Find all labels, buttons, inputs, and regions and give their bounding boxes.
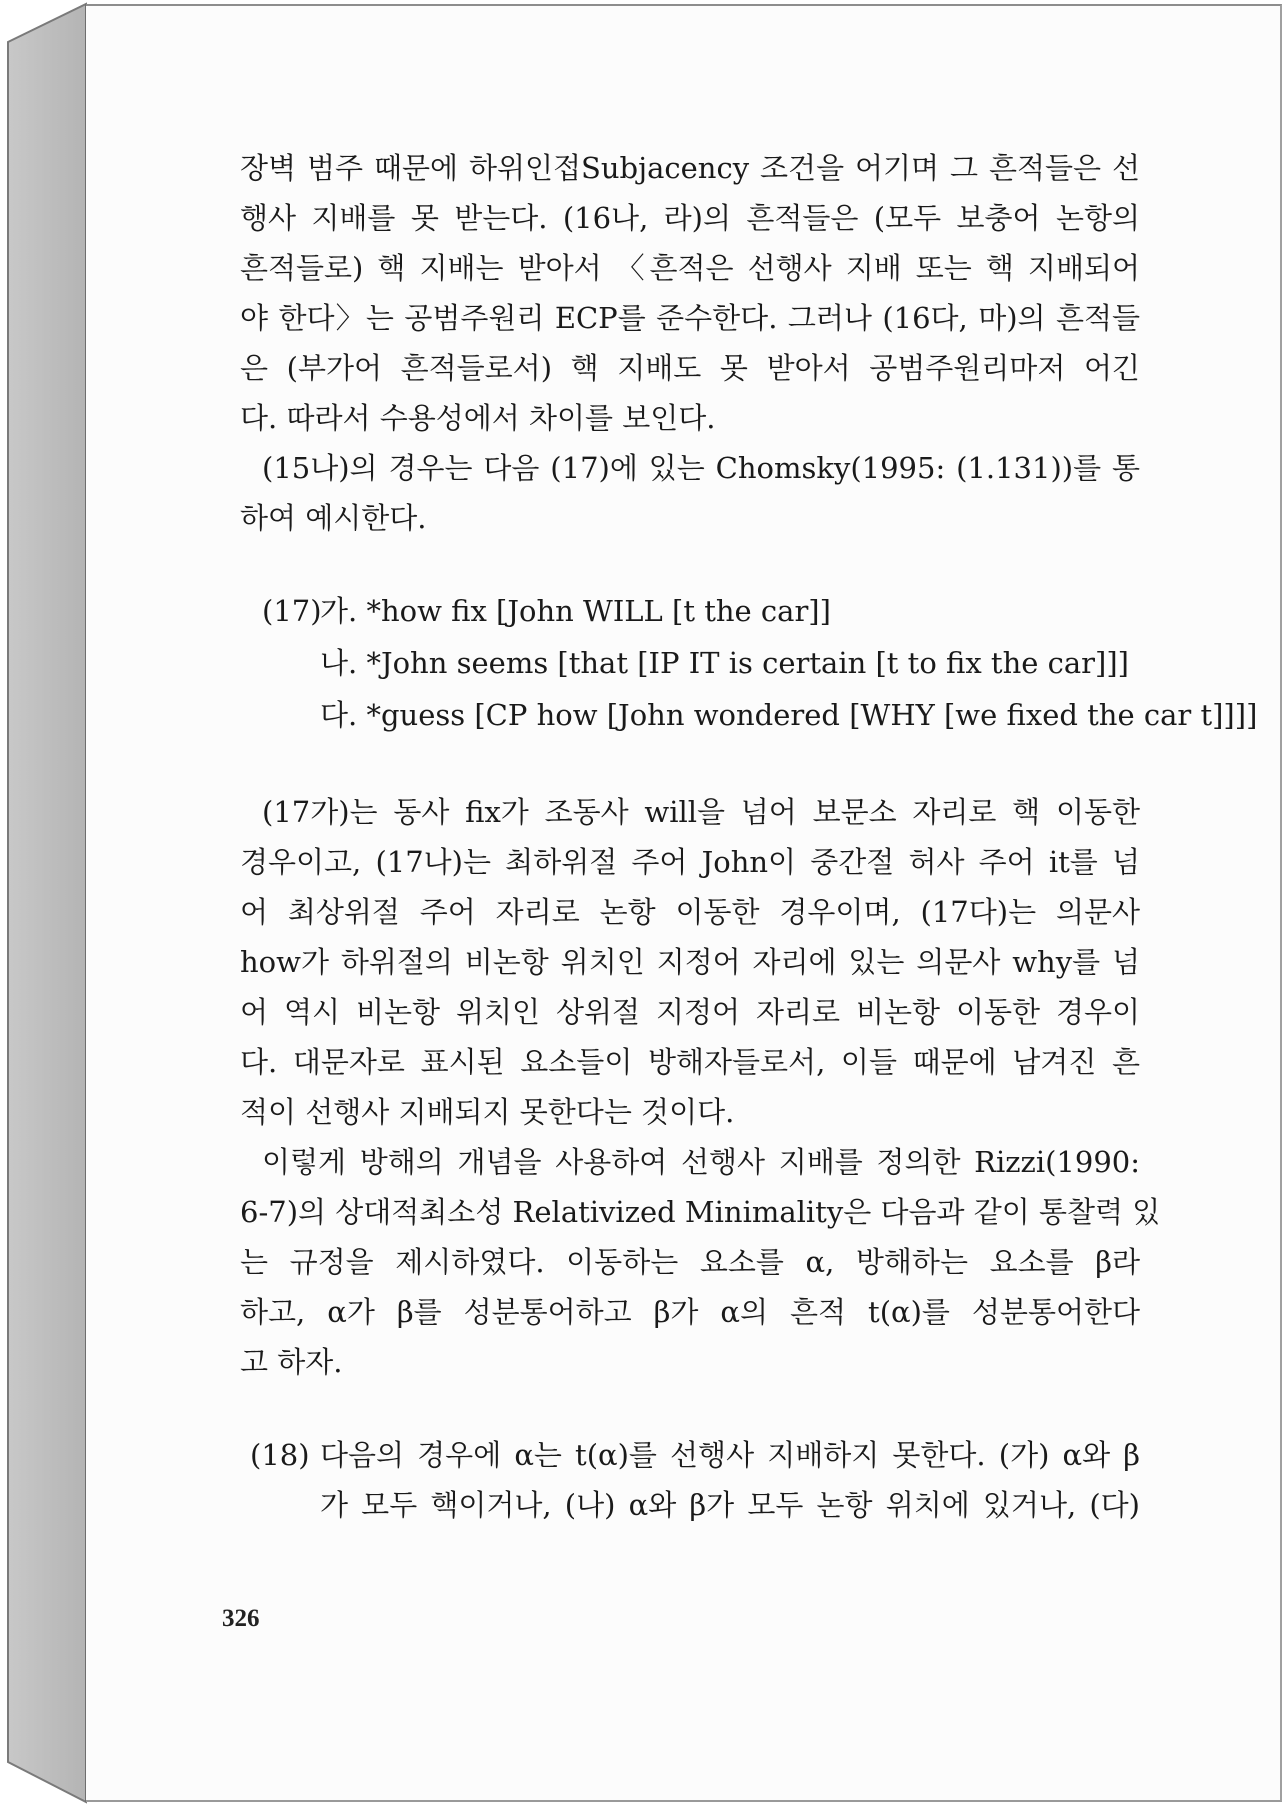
text-line: (15나)의 경우는 다음 (17)에 있는 Chomsky(1995: (1.131))를 통 [262, 451, 1140, 485]
text-line: 은 (부가어 흔적들로서) 핵 지배도 못 받아서 공범주원리마저 어긴 [240, 351, 1140, 385]
example-17-item: 다. *guess [CP how [John wondered [WHY [we fixed the car t]]]] [320, 698, 1258, 732]
example-18-line: 가 모두 핵이거나, (나) α와 β가 모두 논항 위치에 있거나, (다) [320, 1488, 1140, 1522]
text-line: (17가)는 동사 fix가 조동사 will을 넘어 보문소 자리로 핵 이동한 [262, 795, 1140, 829]
text-line: 흔적들로) 핵 지배는 받아서 〈흔적은 선행사 지배 또는 핵 지배되어 [240, 251, 1140, 285]
text-line: 다. 대문자로 표시된 요소들이 방해자들로서, 이들 때문에 남겨진 흔 [240, 1045, 1140, 1079]
text-line: 적이 선행사 지배되지 못한다는 것이다. [240, 1095, 735, 1129]
text-line: 장벽 범주 때문에 하위인접Subjacency 조건을 어기며 그 흔적들은 선 [240, 151, 1140, 185]
text-line: 는 규정을 제시하였다. 이동하는 요소를 α, 방해하는 요소를 β라 [240, 1245, 1140, 1279]
text-line: 고 하자. [240, 1345, 343, 1379]
text-line: how가 하위절의 비논항 위치인 지정어 자리에 있는 의문사 why를 넘 [240, 945, 1140, 979]
page-number: 326 [222, 1605, 260, 1632]
example-17-label: (17) [262, 594, 322, 628]
text-line: 어 최상위절 주어 자리로 논항 이동한 경우이며, (17다)는 의문사 [240, 895, 1140, 929]
text-line: 하여 예시한다. [240, 501, 427, 535]
text-line: 이렇게 방해의 개념을 사용하여 선행사 지배를 정의한 Rizzi(1990: [262, 1145, 1140, 1179]
example-18-label: (18) [250, 1438, 310, 1472]
example-18-line: 다음의 경우에 α는 t(α)를 선행사 지배하지 못한다. (가) α와 β [320, 1438, 1140, 1472]
text-line: 경우이고, (17나)는 최하위절 주어 John이 중간절 허사 주어 it를 넘 [240, 845, 1140, 879]
text-line: 하고, α가 β를 성분통어하고 β가 α의 흔적 t(α)를 성분통어한다 [240, 1295, 1140, 1329]
example-17-item: 가. *how fix [John WILL [t the car]] [320, 594, 831, 628]
text-line: 야 한다〉는 공범주원리 ECP를 준수한다. 그러나 (16다, 마)의 흔적들 [240, 301, 1140, 335]
example-17-item: 나. *John seems [that [IP IT is certain [t to fix the car]]] [320, 646, 1129, 680]
text-line: 6-7)의 상대적최소성 Relativized Minimality은 다음과 같이 통찰력 있 [240, 1195, 1161, 1229]
text-line: 어 역시 비논항 위치인 상위절 지정어 자리로 비논항 이동한 경우이 [240, 995, 1140, 1029]
text-line: 다. 따라서 수용성에서 차이를 보인다. [240, 401, 716, 435]
text-line: 행사 지배를 못 받는다. (16나, 라)의 흔적들은 (모두 보충어 논항의 [240, 201, 1140, 235]
